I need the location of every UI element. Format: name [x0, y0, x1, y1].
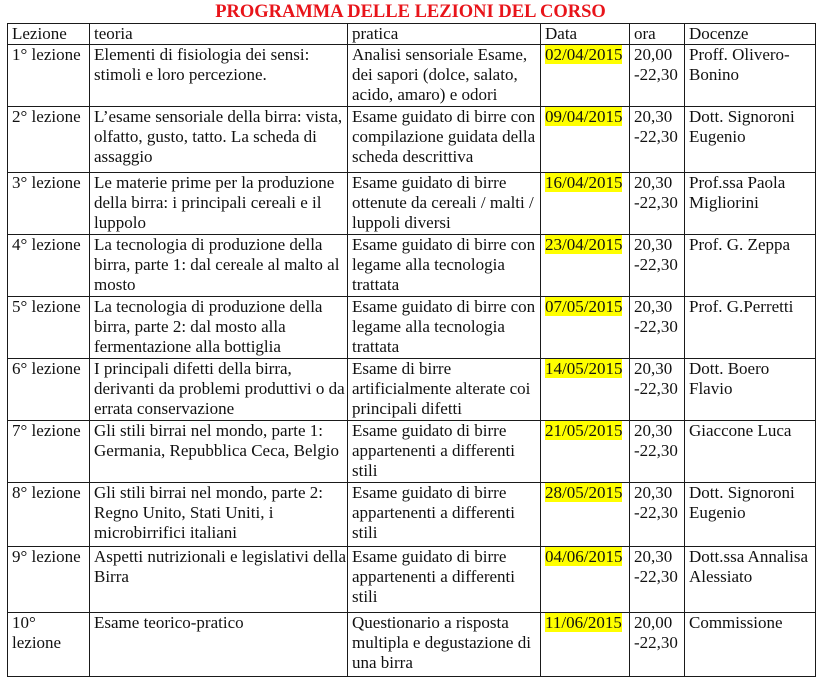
header-lezione: Lezione: [8, 24, 90, 45]
table-row: [8, 173, 816, 235]
header-teoria: teoria: [90, 24, 348, 45]
cell-docenze: Commissione: [685, 613, 816, 677]
cell-data: [541, 235, 630, 297]
cell-lezione: 1° lezione: [8, 45, 90, 107]
cell-docenze: Dott.ssa Annalisa Alessiato: [685, 547, 816, 613]
table-row: [8, 613, 816, 677]
cell-lezione: 5° lezione: [8, 297, 90, 359]
cell-lezione: 3° lezione: [8, 173, 90, 235]
cell-docenze: Dott. Boero Flavio: [685, 359, 816, 421]
cell-teoria: Gli stili birrai nel mondo, parte 2: Regno Unito, Stati Uniti, i microbirrifici italiani: [90, 483, 348, 547]
cell-pratica: Esame guidato di birre appartenenti a differenti stili: [348, 483, 541, 547]
cell-data: [541, 421, 630, 483]
cell-data: [541, 173, 630, 235]
table-row: [8, 359, 816, 421]
cell-teoria: I principali difetti della birra, derivanti da problemi produttivi o da errata conservazione: [90, 359, 348, 421]
cell-teoria: L’esame sensoriale della birra: vista, olfatto, gusto, tatto. La scheda di assaggio: [90, 107, 348, 173]
cell-data: [541, 359, 630, 421]
cell-pratica: Esame guidato di birre con legame alla tecnologia trattata: [348, 297, 541, 359]
cell-ora: 20,30 -22,30: [630, 107, 685, 173]
date-highlight: 14/05/2015: [545, 359, 623, 378]
cell-ora: 20,30 -22,30: [630, 421, 685, 483]
header-data: Data: [541, 24, 630, 45]
cell-teoria: La tecnologia di produzione della birra, parte 1: dal cereale al malto al mosto: [90, 235, 348, 297]
date-highlight: 09/04/2015: [545, 107, 623, 126]
cell-ora: 20,30 -22,30: [630, 547, 685, 613]
cell-teoria: Esame teorico-pratico: [90, 613, 348, 677]
cell-lezione: 9° lezione: [8, 547, 90, 613]
table-row: [8, 547, 816, 613]
cell-lezione: 7° lezione: [8, 421, 90, 483]
cell-lezione: 10° lezione: [8, 613, 90, 677]
cell-pratica: Esame guidato di birre con legame alla tecnologia trattata: [348, 235, 541, 297]
cell-data: [541, 547, 630, 613]
cell-docenze: Proff. Olivero- Bonino: [685, 45, 816, 107]
cell-lezione: 4° lezione: [8, 235, 90, 297]
cell-ora: 20,00 -22,30: [630, 613, 685, 677]
date-highlight: 28/05/2015: [545, 483, 623, 502]
table-row: [8, 421, 816, 483]
cell-ora: 20,30 -22,30: [630, 173, 685, 235]
cell-teoria: Le materie prime per la produzione della birra: i principali cereali e il luppolo: [90, 173, 348, 235]
cell-docenze: Prof. G. Zeppa: [685, 235, 816, 297]
cell-docenze: Giaccone Luca: [685, 421, 816, 483]
cell-docenze: Dott. Signoroni Eugenio: [685, 107, 816, 173]
cell-data: [541, 613, 630, 677]
course-schedule-table: [7, 23, 816, 677]
cell-docenze: Prof.ssa Paola Migliorini: [685, 173, 816, 235]
cell-pratica: Questionario a risposta multipla e degustazione di una birra: [348, 613, 541, 677]
header-row: [8, 24, 816, 45]
date-highlight: 07/05/2015: [545, 297, 623, 316]
cell-data: [541, 107, 630, 173]
cell-data: [541, 483, 630, 547]
cell-lezione: 2° lezione: [8, 107, 90, 173]
date-highlight: 16/04/2015: [545, 173, 623, 192]
header-docenze: Docenze: [685, 24, 816, 45]
cell-ora: 20,30 -22,30: [630, 235, 685, 297]
cell-ora: 20,00 -22,30: [630, 45, 685, 107]
cell-teoria: Elementi di fisiologia dei sensi: stimoli e loro percezione.: [90, 45, 348, 107]
cell-pratica: Esame guidato di birre ottenute da cereali / malti / luppoli diversi: [348, 173, 541, 235]
cell-teoria: Gli stili birrai nel mondo, parte 1: Germania, Repubblica Ceca, Belgio: [90, 421, 348, 483]
date-highlight: 02/04/2015: [545, 45, 623, 64]
date-highlight: 04/06/2015: [545, 547, 623, 566]
date-highlight: 11/06/2015: [545, 613, 622, 632]
table-row: [8, 45, 816, 107]
cell-lezione: 8° lezione: [8, 483, 90, 547]
cell-teoria: Aspetti nutrizionali e legislativi della Birra: [90, 547, 348, 613]
table-row: [8, 297, 816, 359]
cell-docenze: Dott. Signoroni Eugenio: [685, 483, 816, 547]
table-row: [8, 483, 816, 547]
cell-ora: 20,30 -22,30: [630, 359, 685, 421]
page-title: PROGRAMMA DELLE LEZIONI DEL CORSO: [215, 2, 606, 22]
header-pratica: pratica: [348, 24, 541, 45]
cell-ora: 20,30 -22,30: [630, 483, 685, 547]
cell-teoria: La tecnologia di produzione della birra, parte 2: dal mosto alla fermentazione alla bottiglia: [90, 297, 348, 359]
cell-pratica: Esame guidato di birre appartenenti a differenti stili: [348, 547, 541, 613]
table-row: [8, 235, 816, 297]
cell-pratica: Esame guidato di birre con compilazione guidata della scheda descrittiva: [348, 107, 541, 173]
cell-ora: 20,30 -22,30: [630, 297, 685, 359]
cell-lezione: 6° lezione: [8, 359, 90, 421]
date-highlight: 23/04/2015: [545, 235, 623, 254]
header-ora: ora: [630, 24, 685, 45]
cell-data: [541, 297, 630, 359]
table-row: [8, 107, 816, 173]
cell-docenze: Prof. G.Perretti: [685, 297, 816, 359]
date-highlight: 21/05/2015: [545, 421, 623, 440]
cell-pratica: Esame di birre artificialmente alterate coi principali difetti: [348, 359, 541, 421]
cell-pratica: Esame guidato di birre appartenenti a differenti stili: [348, 421, 541, 483]
cell-data: [541, 45, 630, 107]
cell-pratica: Analisi sensoriale Esame, dei sapori (dolce, salato, acido, amaro) e odori: [348, 45, 541, 107]
